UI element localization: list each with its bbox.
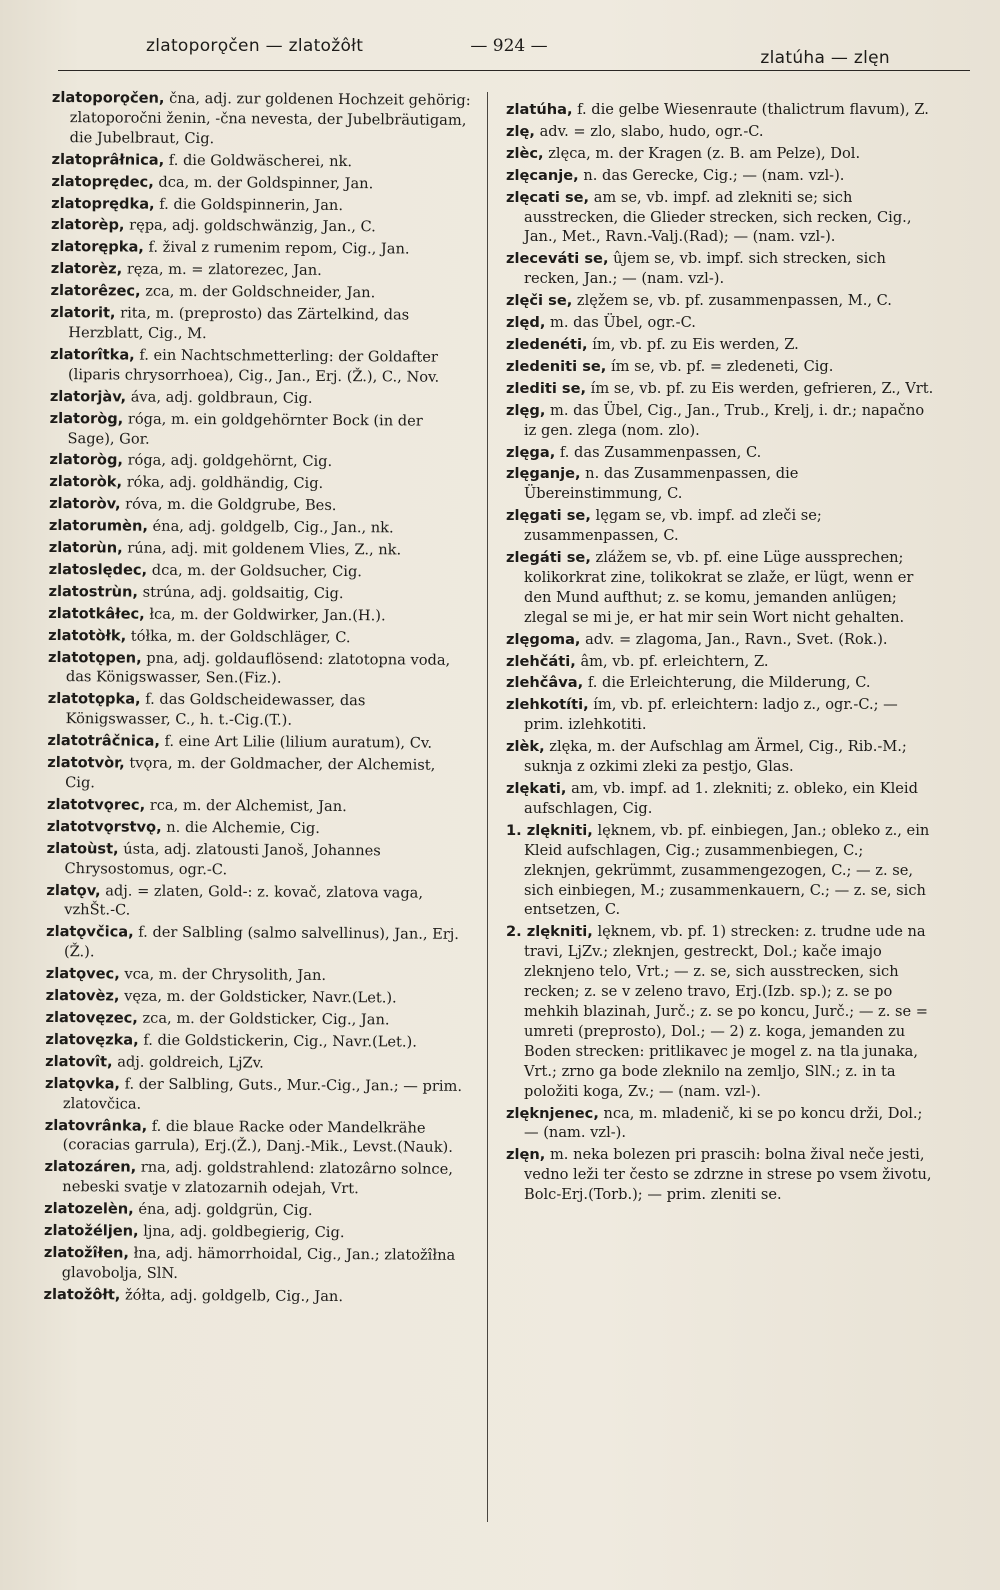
entry-definition: tvǫra, m. der Goldmacher, der Alchemist, Cig.: [65, 754, 436, 792]
header-left-guide-words: zlatoporǫčen — zlatožôłt: [146, 36, 364, 56]
entry-headword: zlatotòłk,: [48, 626, 127, 645]
entry-definition: f. die Goldwäscherei, nk.: [168, 151, 353, 170]
page-number: — 924 —: [470, 36, 548, 56]
entry-definition: lęknem, vb. pf. einbiegen, Jan.; obleko z., ein Kleid aufschlagen, Cig.; zusammenbiegen, C.; zleknjen, gekrümmt, zusammengezogen, C.; — z. se, sich einbiegen, M.; zusammenkauern, C.; — z. se, sich entsetzen, C.: [524, 821, 930, 919]
dictionary-entry: [506, 443, 934, 463]
entry-definition: ústa, adj. zlatousti Janoš, Johannes Chrysostomus, ogr.-C.: [64, 840, 381, 878]
dictionary-entry: [51, 150, 471, 173]
header-right-guide-words: zlatúha — zlęn: [760, 48, 890, 68]
running-header: [58, 36, 960, 68]
entry-definition: m. neka bolezen pri prascih: bolna žival neče jesti, vedno leži ter često se zdrzne in strese po vsem životu, Bolc-Erj.(Torb.); — prim. zleniti se.: [524, 1146, 932, 1204]
entry-definition: n. das Zusammenpassen, die Übereinstimmung, C.: [524, 465, 799, 503]
entry-definition: ręza, m. = zlatorezec, Jan.: [126, 260, 322, 280]
dictionary-entry: [50, 303, 470, 346]
dictionary-entry: [44, 1285, 464, 1308]
entry-definition: vęza, m. der Goldsticker, Navr.(Let.).: [124, 987, 397, 1007]
dictionary-entry: [506, 249, 934, 289]
entry-headword: zlatǫvka,: [44, 1074, 121, 1093]
entry-definition: zca, m. der Goldschneider, Jan.: [145, 282, 376, 302]
dictionary-entry: [44, 1157, 464, 1200]
entry-definition: áva, adj. goldbraun, Cig.: [130, 388, 313, 407]
entry-headword: zlatotǫpen,: [47, 648, 142, 667]
entry-headword: zlatorit,: [50, 304, 116, 322]
column-divider: [487, 92, 488, 1522]
dictionary-entry: [506, 737, 934, 777]
entry-headword: zlèc,: [506, 144, 544, 162]
dictionary-entry: [45, 1074, 465, 1117]
entry-definition: adv. = zlo, slabo, hudo, ogr.-C.: [539, 122, 764, 140]
dictionary-entry: [49, 409, 469, 452]
entry-definition: f. die Goldspinnerin, Jan.: [159, 195, 344, 214]
dictionary-entry: [45, 1052, 465, 1075]
entry-definition: łna, adj. hämorrhoidal, Cig., Jan.; zlatožîłna glavobolja, SlN.: [61, 1244, 456, 1282]
entry-definition: lęknem, vb. pf. 1) strecken: z. trudne ude na travi, LjZv.; zleknjen, gestreckt, Dol.; kače imajo zleknjeno telo, Vrt.; — z. se, sich ausstrecken, sich recken; z. se v zeleno travo, Erj.(Izb. sp.); z. se po mehkih blazinah, Jurč.; z. se po koncu, Jurč.; — z. se = umreti (preprosto), Dol.; — 2) z. koga, jemanden zu Boden strecken: pritlikavec je mogel z. na tla junaka, Vrt.; zrno ga bode zleknilo na zemljo, SlN.; z. in ta položiti koga, Zv.; — (nam. vzl-).: [524, 923, 929, 1100]
entry-headword: zlęknjenec,: [506, 1104, 599, 1122]
dictionary-entry: [48, 689, 468, 732]
entry-headword: zlatožéljen,: [43, 1222, 139, 1240]
entry-definition: lęgam se, vb. impf. ad zleči se; zusammenpassen, C.: [524, 507, 822, 545]
entry-definition: róka, adj. goldhändig, Cig.: [126, 473, 324, 493]
dictionary-entry: [46, 964, 466, 987]
entry-headword: zlęči se,: [506, 292, 573, 310]
entry-definition: f. das Zusammenpassen, C.: [559, 443, 762, 461]
entry-headword: zlatorjàv,: [49, 387, 127, 406]
dictionary-entry: [44, 1243, 464, 1286]
dictionary-entry: [50, 345, 470, 388]
entry-headword: zlatožîłen,: [43, 1243, 130, 1262]
entry-headword: zlatorèz,: [50, 260, 123, 278]
entry-headword: 2. zlękniti,: [506, 923, 593, 941]
entry-headword: zlatorumèn,: [48, 517, 148, 535]
entry-definition: f. das Goldscheidewasser, das Königswasser, C., h. t.-Cig.(T.).: [65, 691, 366, 729]
entry-definition: rępa, adj. goldschwänzig, Jan., C.: [129, 216, 376, 236]
dictionary-entry: [506, 401, 934, 441]
entry-definition: f. der Salbling (salmo salvellinus), Jan., Erj.(Ž.).: [63, 923, 460, 961]
dictionary-entry: [47, 731, 467, 754]
entry-headword: zlatozelèn,: [44, 1200, 134, 1218]
entry-headword: zlatoròg,: [49, 409, 124, 428]
entry-headword: zlatoùst,: [46, 839, 119, 858]
entry-headword: zlatoprâłnica,: [51, 150, 165, 169]
dictionary-entry: [506, 335, 934, 355]
dictionary-entry: [506, 144, 934, 164]
entry-definition: nca, m. mladenič, ki se po koncu drži, Dol.; — (nam. vzl-).: [524, 1104, 923, 1142]
entry-headword: zlatǫvčica,: [46, 923, 134, 941]
entry-definition: am se, vb. impf. ad zlekniti se; sich ausstrecken, die Glieder strecken, sich recken, Cig., Jan., Met., Ravn.-Valj.(Rad); — (nam. vzl-).: [524, 188, 912, 246]
entry-headword: zlatúha,: [506, 101, 573, 118]
dictionary-entry: [506, 357, 934, 377]
entry-definition: n. die Alchemie, Cig.: [166, 818, 320, 837]
entry-headword: zlatožôłt,: [43, 1285, 121, 1304]
entry-headword: zlęg,: [506, 401, 546, 419]
entry-headword: zlatoròk,: [49, 473, 123, 491]
dictionary-entry: [48, 604, 468, 627]
entry-headword: zlatovęzec,: [45, 1008, 138, 1027]
entry-headword: zlatovèz,: [45, 987, 120, 1005]
entry-headword: zlatostrùn,: [48, 582, 139, 601]
dictionary-entry: [506, 506, 934, 546]
dictionary-entry: [48, 582, 468, 605]
entry-definition: m. das Übel, ogr.-C.: [550, 314, 696, 332]
entry-headword: zlatoprędka,: [51, 194, 155, 213]
entry-headword: zleceváti se,: [506, 250, 609, 268]
entry-headword: zledeniti se,: [506, 357, 607, 375]
entry-definition: f. der Salbling, Guts., Mur.-Cig., Jan.; — prim. zlatovčica.: [62, 1075, 463, 1113]
dictionary-entry: [47, 817, 467, 840]
entry-definition: róga, m. ein goldgehörnter Bock (in der Sage), Gor.: [67, 410, 423, 448]
dictionary-entry: [49, 472, 469, 495]
entry-definition: ûjem se, vb. impf. sich strecken, sich recken, Jan.; — (nam. vzl-).: [524, 250, 886, 288]
entry-headword: zlatoprędec,: [51, 172, 154, 191]
entry-definition: f. die Goldstickerin, Cig., Navr.(Let.).: [143, 1031, 417, 1051]
dictionary-entry: [506, 1145, 934, 1205]
entry-headword: zlęcanje,: [506, 166, 579, 184]
entry-headword: zlehčâva,: [506, 674, 584, 692]
dictionary-entry: [45, 1115, 465, 1158]
dictionary-entry: [51, 194, 471, 217]
entry-definition: dca, m. der Goldsucher, Cig.: [151, 561, 363, 581]
dictionary-entry: [506, 379, 934, 399]
entry-definition: ím se, vb. pf. = zledeneti, Cig.: [610, 357, 834, 375]
entry-headword: zlatorùn,: [48, 539, 123, 557]
entry-definition: f. die gelbe Wiesenraute (thalictrum flavum), Z.: [577, 101, 929, 118]
dictionary-entry: [46, 881, 466, 924]
header-rule: [58, 70, 970, 71]
entry-definition: ím, vb. pf. zu Eis werden, Z.: [592, 335, 799, 353]
dictionary-entry: [506, 166, 934, 186]
dictionary-entry: [506, 291, 934, 311]
entry-headword: zlęd,: [506, 314, 546, 332]
entry-headword: zlatotvǫrstvǫ,: [46, 817, 162, 836]
entry-definition: adv. = zlagoma, Jan., Ravn., Svet. (Rok.).: [585, 630, 888, 648]
dictionary-entry: [49, 560, 469, 583]
entry-headword: zlatotvǫrec,: [46, 795, 146, 814]
entry-definition: zlęžem se, vb. pf. zusammenpassen, M., C.: [576, 292, 892, 310]
dictionary-entry: [506, 100, 934, 120]
dictionary-entry: [47, 795, 467, 818]
entry-definition: ljna, adj. goldbegierig, Cig.: [143, 1222, 345, 1242]
dictionary-entry: [44, 1221, 464, 1244]
dictionary-entry: [50, 387, 470, 410]
entry-headword: zlatotvòr,: [47, 754, 125, 772]
dictionary-entry: [506, 673, 934, 693]
dictionary-entry: [45, 1030, 465, 1053]
entry-headword: zlatorêzec,: [50, 282, 141, 300]
entry-headword: zlę,: [506, 122, 535, 140]
entry-definition: zlęka, m. der Aufschlag am Ärmel, Cig., Rib.-M.; suknja z ozkimi zleki za pestjo, Glas.: [524, 738, 907, 776]
entry-definition: ím, vb. pf. erleichtern: ladjo z., ogr.-C.; — prim. izlehkotiti.: [524, 696, 898, 734]
dictionary-entry: [49, 494, 469, 517]
dictionary-entry: [47, 753, 467, 796]
entry-definition: rita, m. (preprosto) das Zärtelkind, das Herzblatt, Cig., M.: [68, 304, 410, 343]
entry-definition: róva, m. die Goldgrube, Bes.: [125, 495, 337, 515]
entry-definition: f. žival z rumenim repom, Cig., Jan.: [148, 239, 410, 258]
entry-headword: zlegáti se,: [506, 549, 591, 567]
dictionary-entry: [45, 1008, 465, 1031]
entry-headword: zlatozáren,: [44, 1158, 137, 1176]
entry-headword: zlatorîtka,: [50, 345, 135, 364]
entry-headword: zlęganje,: [506, 465, 581, 483]
entry-definition: adj. goldreich, LjZv.: [117, 1053, 264, 1072]
dictionary-entry: [49, 538, 469, 561]
entry-headword: zlęgoma,: [506, 630, 581, 648]
entry-headword: zlehkotíti,: [506, 696, 589, 714]
dictionary-entry: [506, 548, 934, 628]
dictionary-entry: [506, 122, 934, 142]
dictionary-entry: [506, 188, 934, 248]
entry-definition: łca, m. der Goldwirker, Jan.(H.).: [149, 605, 386, 625]
entry-headword: zlehčáti,: [506, 652, 576, 670]
dictionary-entry: [49, 450, 469, 473]
dictionary-entry: [52, 88, 472, 151]
entry-definition: dca, m. der Goldspinner, Jan.: [158, 173, 374, 192]
entry-headword: zlęcati se,: [506, 188, 590, 206]
entry-definition: zca, m. der Goldsticker, Cig., Jan.: [142, 1009, 390, 1029]
entry-definition: m. das Übel, Cig., Jan., Trub., Krelj, i. dr.; napačno iz gen. zlega (nom. zlo).: [524, 401, 925, 439]
entry-headword: zlatoròv,: [49, 495, 121, 513]
entry-headword: zlatǫv,: [46, 881, 101, 899]
entry-definition: zlęca, m. der Kragen (z. B. am Pelze), Dol.: [548, 144, 861, 162]
entry-definition: vca, m. der Chrysolith, Jan.: [124, 965, 327, 985]
entry-definition: éna, adj. goldgrün, Cig.: [138, 1200, 313, 1219]
dictionary-entry: [51, 259, 471, 282]
dictionary-entry: [506, 821, 934, 921]
entry-definition: am, vb. impf. ad 1. zlekniti; z. obleko, ein Kleid aufschlagen, Cig.: [524, 780, 918, 817]
entry-headword: zlèk,: [506, 738, 545, 756]
entry-headword: zlęgati se,: [506, 507, 591, 525]
dictionary-entry: [44, 1199, 464, 1222]
dictionary-entry: [51, 237, 471, 260]
right-column: [506, 100, 934, 1207]
dictionary-entry: [46, 839, 466, 882]
entry-definition: âm, vb. pf. erleichtern, Z.: [580, 652, 769, 670]
entry-definition: tółka, m. der Goldschläger, C.: [130, 627, 351, 646]
dictionary-entry: [46, 986, 466, 1009]
entry-definition: rca, m. der Alchemist, Jan.: [149, 796, 347, 815]
entry-definition: f. ein Nachtschmetterling: der Goldafter (liparis chrysorrhoea), Cig., Jan., Erj. (Ž.), C., Nov.: [67, 346, 440, 386]
entry-definition: ím se, vb. pf. zu Eis werden, gefrieren, Z., Vrt.: [590, 379, 934, 397]
entry-definition: éna, adj. goldgelb, Cig., Jan., nk.: [152, 517, 394, 537]
entry-headword: zlatǫvec,: [45, 965, 120, 983]
dictionary-entry: [48, 648, 468, 691]
entry-headword: zlatovęzka,: [45, 1030, 139, 1049]
dictionary-entry: [506, 1104, 934, 1144]
entry-headword: zlęga,: [506, 443, 556, 461]
entry-definition: f. eine Art Lilie (lilium auratum), Cv.: [164, 732, 433, 752]
entry-headword: zlatorępka,: [50, 238, 144, 256]
entry-headword: zlęn,: [506, 1146, 546, 1164]
entry-definition: čna, adj. zur goldenen Hochzeit gehörig: zlatoporočni ženin, -čna nevesta, der Jubelbräutigam, die Jubelbraut, Cig.: [69, 89, 471, 147]
entry-headword: zlękati,: [506, 780, 567, 797]
dictionary-entry: [48, 626, 468, 649]
entry-headword: 1. zlękniti,: [506, 821, 593, 839]
entry-definition: rna, adj. goldstrahlend: zlatozârno solnce, nebeski svatje v zlatozarnih odejah, Vrt.: [62, 1158, 453, 1198]
entry-definition: rúna, adj. mit goldenem Vlies, Z., nk.: [127, 539, 402, 559]
entry-definition: strúna, adj. goldsaitig, Cig.: [142, 583, 344, 602]
entry-headword: zlatorèp,: [50, 216, 125, 234]
dictionary-entry: [506, 630, 934, 650]
dictionary-entry: [51, 281, 471, 304]
entry-headword: zlatoporǫčen,: [51, 88, 165, 107]
dictionary-entry: [506, 922, 934, 1101]
dictionary-entry: [46, 922, 466, 965]
entry-headword: zlatovrânka,: [44, 1116, 148, 1135]
entry-definition: zlážem se, vb. pf. eine Lüge aussprechen; kolikorkrat zine, tolikokrat se zlaže, er lügt, wenn er den Mund aufthut; z. se komu, jemanden anlügen; zlegal se mi je, er hat mir sein Wort nicht gehalten.: [524, 549, 914, 626]
dictionary-entry: [51, 172, 471, 195]
dictionary-entry: [506, 779, 934, 819]
dictionary-entry: [51, 215, 471, 238]
entry-definition: f. die blaue Racke oder Mandelkrähe (coracias garrula), Erj.(Ž.), Danj.-Mik., Levst.(Nauk).: [62, 1117, 453, 1157]
entry-headword: zlatovît,: [45, 1052, 113, 1071]
entry-headword: zlatoròg,: [49, 451, 124, 469]
dictionary-entry: [506, 464, 934, 504]
entry-definition: žółta, adj. goldgelb, Cig., Jan.: [124, 1286, 344, 1305]
left-column: [43, 88, 471, 1310]
dictionary-entry: [506, 652, 934, 672]
entry-headword: zlatoslędec,: [48, 560, 148, 579]
entry-definition: pna, adj. goldauflösend: zlatotopna voda, das Königswasser, Sen.(Fiz.).: [65, 649, 451, 688]
entry-headword: zlatotkâłec,: [48, 604, 145, 623]
entry-definition: n. das Gerecke, Cig.; — (nam. vzl-).: [583, 166, 845, 184]
dictionary-entry: [49, 516, 469, 539]
entry-definition: adj. = zlaten, Gold-: z. kovač, zlatova vaga, vzhŠt.-C.: [64, 881, 424, 920]
entry-headword: zledenéti,: [506, 335, 588, 353]
entry-headword: zlatotǫpka,: [47, 690, 141, 709]
entry-definition: róga, adj. goldgehörnt, Cig.: [127, 451, 333, 471]
entry-headword: zlediti se,: [506, 379, 587, 397]
entry-headword: zlatotrâčnica,: [47, 732, 160, 750]
dictionary-entry: [506, 695, 934, 735]
entry-definition: f. die Erleichterung, die Milderung, C.: [587, 674, 871, 692]
dictionary-entry: [506, 313, 934, 333]
